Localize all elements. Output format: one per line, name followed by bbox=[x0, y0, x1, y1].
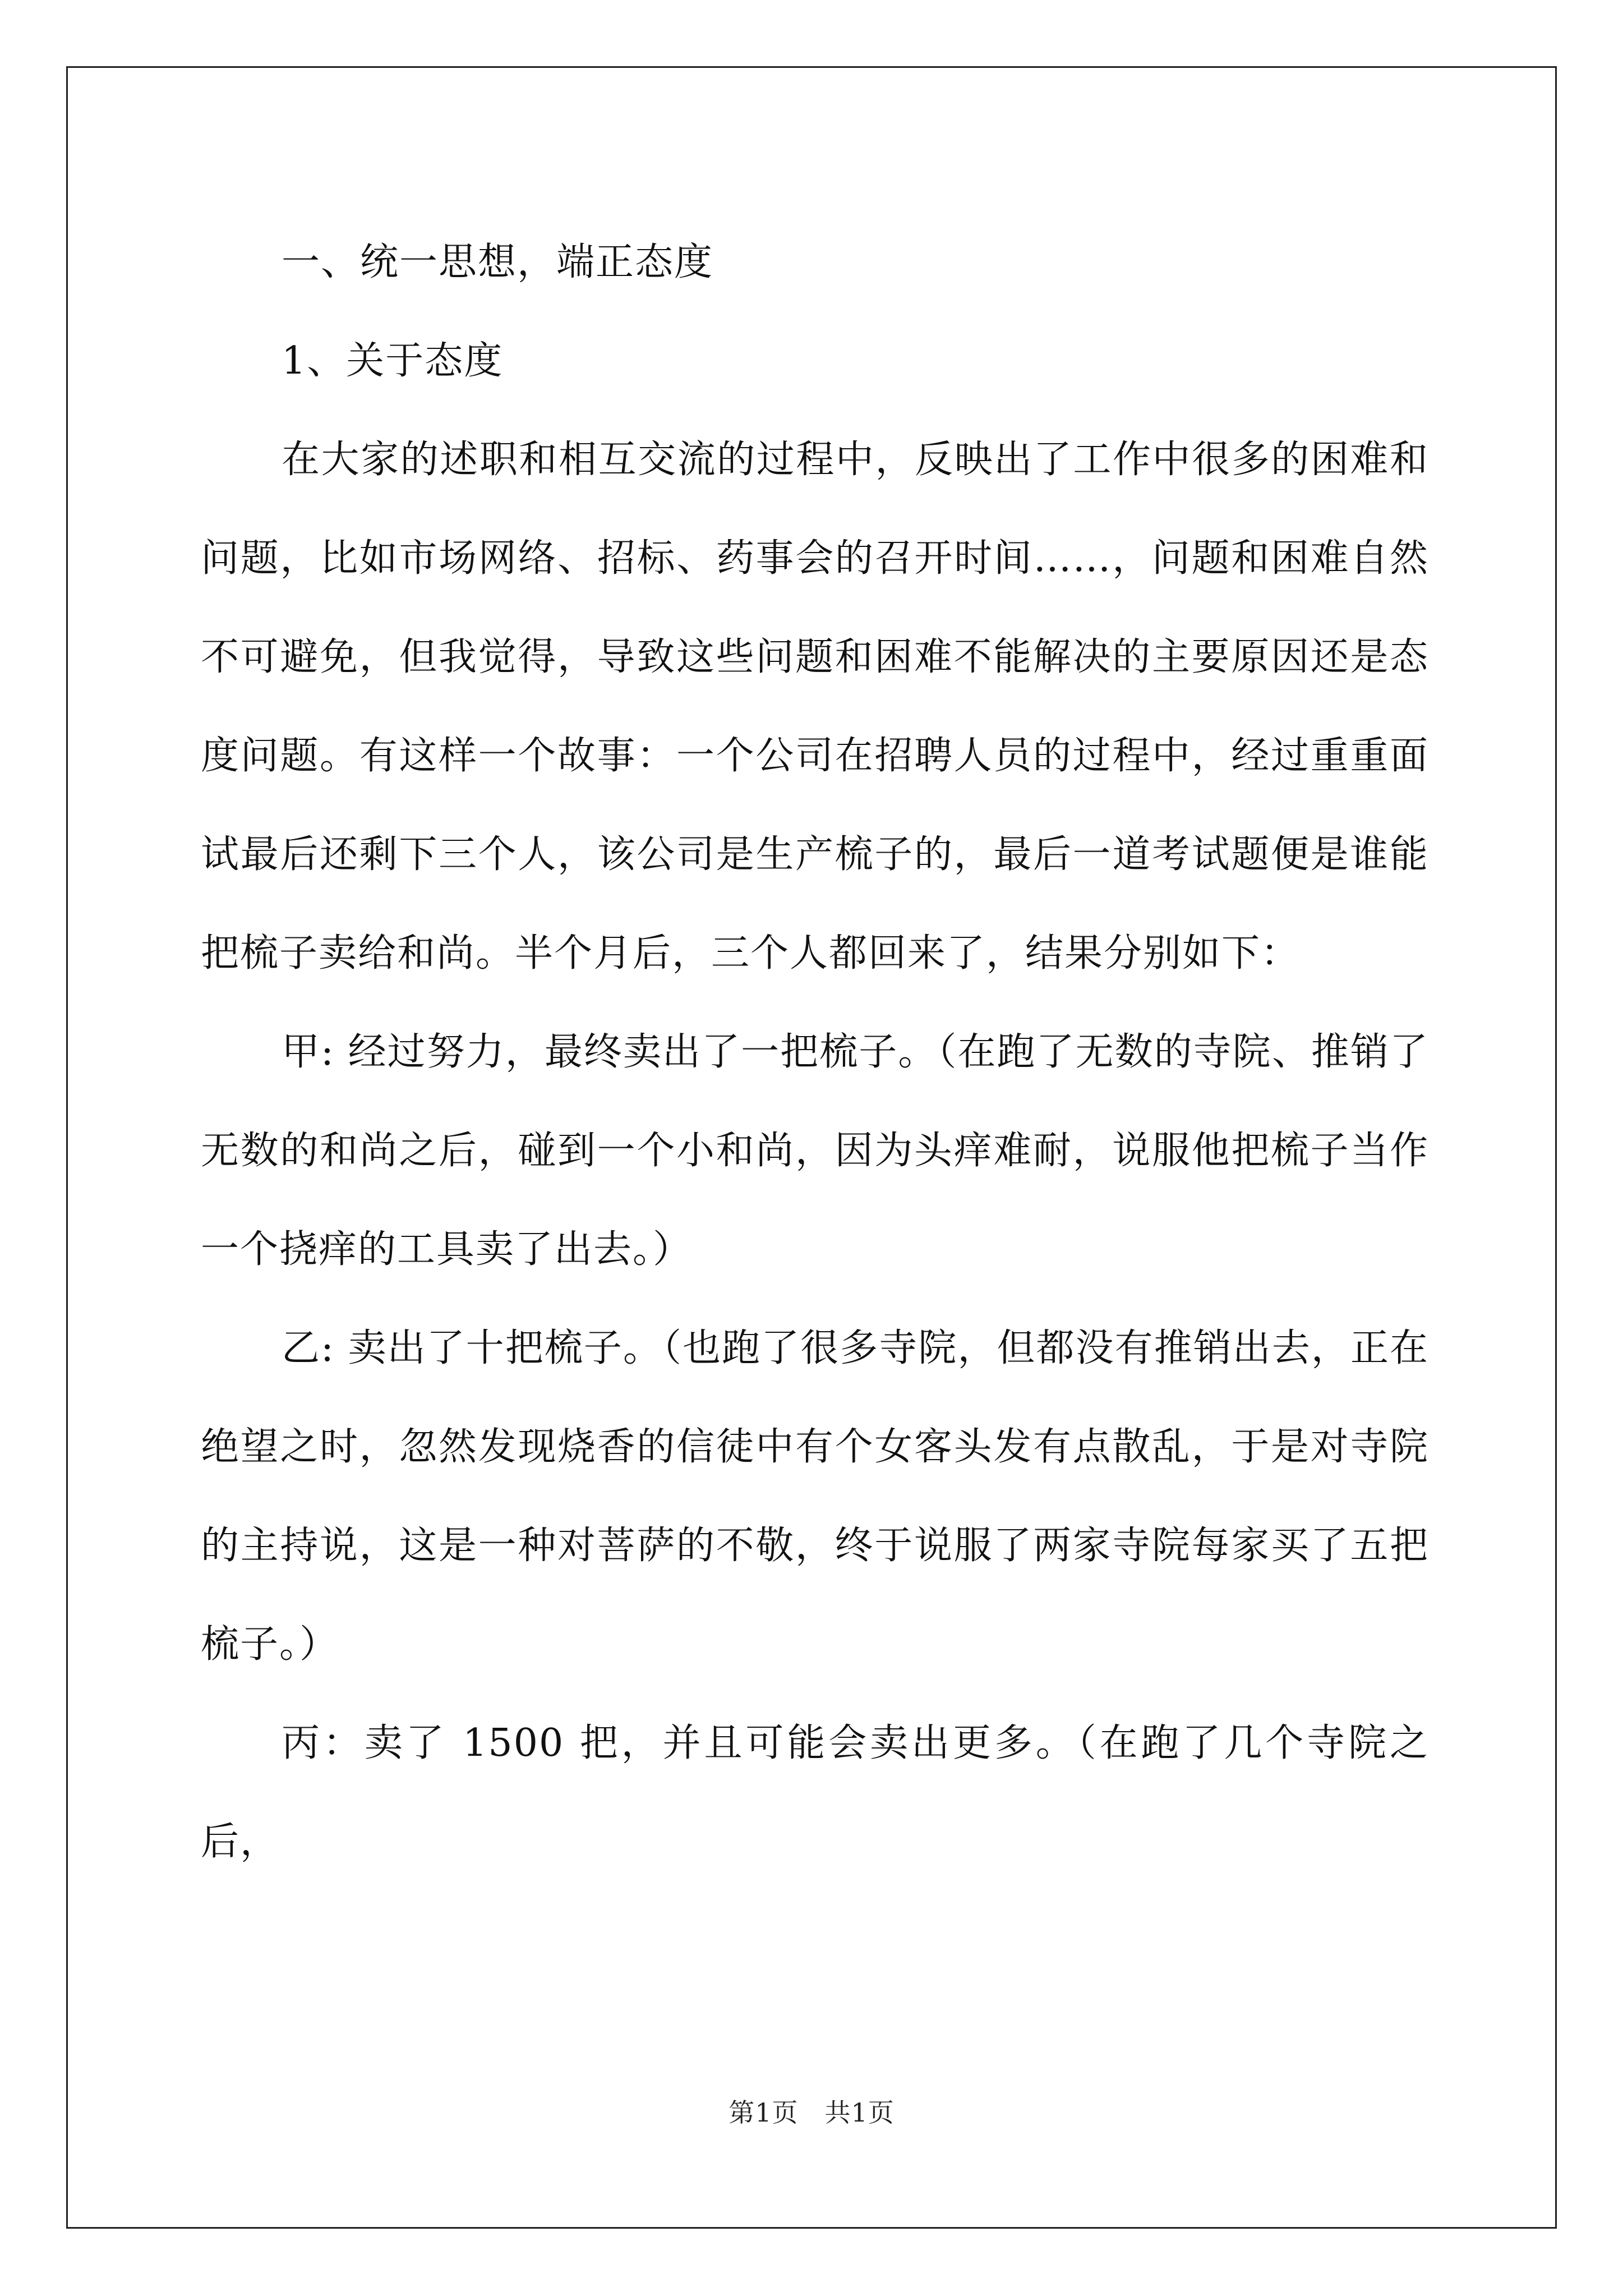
paragraph-intro: 在大家的述职和相互交流的过程中，反映出了工作中很多的困难和问题，比如市场网络、招标、药事会的召开时间……，问题和困难自然不可避免，但我觉得，导致这些问题和困难不能解决的主要原因还是态度问题。有这样一个故事：一个公司在招聘人员的过程中，经过重重面试最后还剩下三个人，该公司是生产梳子的，最后一道考试题便是谁能把梳子卖给和尚。半个月后，三个人都回来了，结果分别如下： bbox=[201, 438, 1429, 976]
document-body bbox=[201, 213, 1429, 1892]
paragraph-jia: 甲: 经过努力，最终卖出了一把梳子。（在跑了无数的寺院、推销了无数的和尚之后，碰到一个小和尚，因为头痒难耐，说服他把梳子当作一个挠痒的工具卖了出去。） bbox=[201, 1030, 1429, 1272]
page-number-footer: 第1页 共1页 bbox=[728, 2097, 895, 2128]
paragraph-bing: 丙：卖了 1500 把，并且可能会卖出更多。（在跑了几个寺院之后， bbox=[201, 1721, 1429, 1864]
paragraph-yi: 乙: 卖出了十把梳子。（也跑了很多寺院，但都没有推销出去，正在绝望之时，忽然发现烧香的信徒中有个女客头发有点散乱，于是对寺院的主持说，这是一种对菩萨的不敬，终于说服了两家寺院每家买了五把梳子。） bbox=[201, 1326, 1429, 1667]
section-heading: 一、统一思想，端正态度 bbox=[282, 240, 714, 284]
sub-heading: 1、关于态度 bbox=[282, 339, 504, 383]
